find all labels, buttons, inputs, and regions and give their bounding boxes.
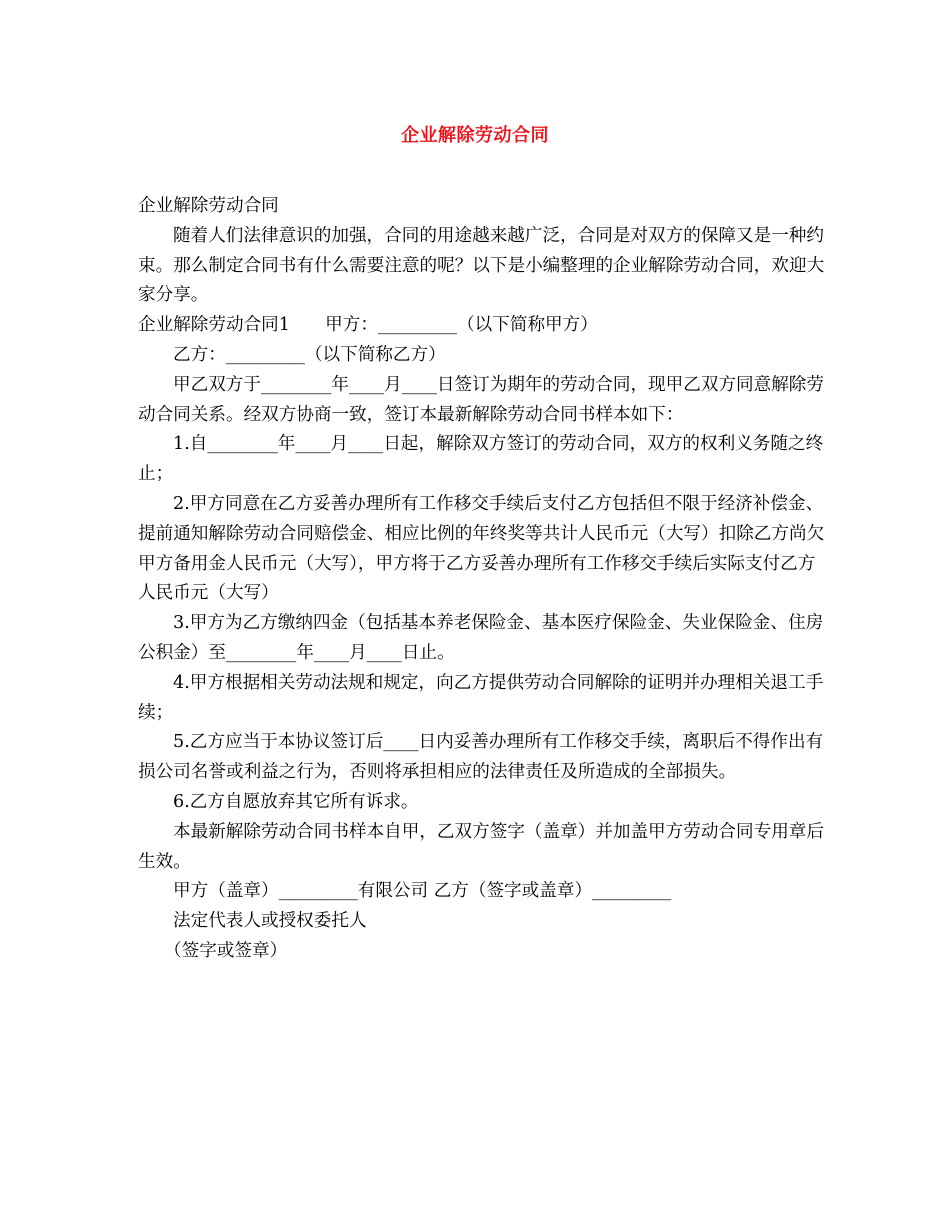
paragraph-representative: 法定代表人或授权委托人 <box>173 911 367 932</box>
paragraph-clause-1: 1.自________年____月____日起，解除双方签订的劳动合同，双方的权利义务随之终止； <box>138 434 824 485</box>
document-body <box>138 192 828 967</box>
paragraph-signature-line: 甲方（盖章）_________有限公司 乙方（签字或盖章）_________ <box>173 881 672 902</box>
paragraph-party-b: 乙方：_________（以下简称乙方） <box>173 344 446 365</box>
paragraph-party-a: 企业解除劳动合同1 甲方：_________（以下简称甲方） <box>138 315 598 336</box>
paragraph-agreement: 甲乙双方于________年____月____日签订为期年的劳动合同，现甲乙双方同意解除劳动合同关系。经双方协商一致，签订本最新解除劳动合同书样本如下： <box>138 374 824 425</box>
paragraph-clause-6: 6.乙方自愿放弃其它所有诉求。 <box>173 791 419 812</box>
paragraph-clause-2: 2.甲方同意在乙方妥善办理所有工作移交手续后支付乙方包括但不限于经济补偿金、提前通知解除劳动合同赔偿金、相应比例的年终奖等共计人民币元（大写）扣除乙方尚欠甲方备用金人民币元（大写），甲方将于乙方妥善办理所有工作移交手续后实际支付乙方人民币元（大写） <box>138 493 825 604</box>
document-title: 企业解除劳动合同 <box>401 125 549 146</box>
paragraph-heading: 企业解除劳动合同 <box>138 196 279 216</box>
paragraph-clause-5: 5.乙方应当于本协议签订后____日内妥善办理所有工作移交手续，离职后不得作出有损公司名誉或利益之行为，否则将承担相应的法律责任及所造成的全部损失。 <box>138 732 824 783</box>
paragraph-clause-3: 3.甲方为乙方缴纳四金（包括基本养老保险金、基本医疗保险金、失业保险金、住房公积金）至________年____月____日止。 <box>138 613 824 663</box>
paragraph-clause-4: 4.甲方根据相关劳动法规和规定，向乙方提供劳动合同解除的证明并办理相关退工手续； <box>138 672 824 723</box>
paragraph-sign-or-seal: （签字或签章） <box>164 940 288 961</box>
paragraph-intro: 随着人们法律意识的加强，合同的用途越来越广泛，合同是对双方的保障又是一种约束。那么制定合同书有什么需要注意的呢？以下是小编整理的企业解除劳动合同，欢迎大家分享。 <box>138 225 825 306</box>
paragraph-effective: 本最新解除劳动合同书样本自甲，乙双方签字（盖章）并加盖甲方劳动合同专用章后生效。 <box>138 821 824 872</box>
